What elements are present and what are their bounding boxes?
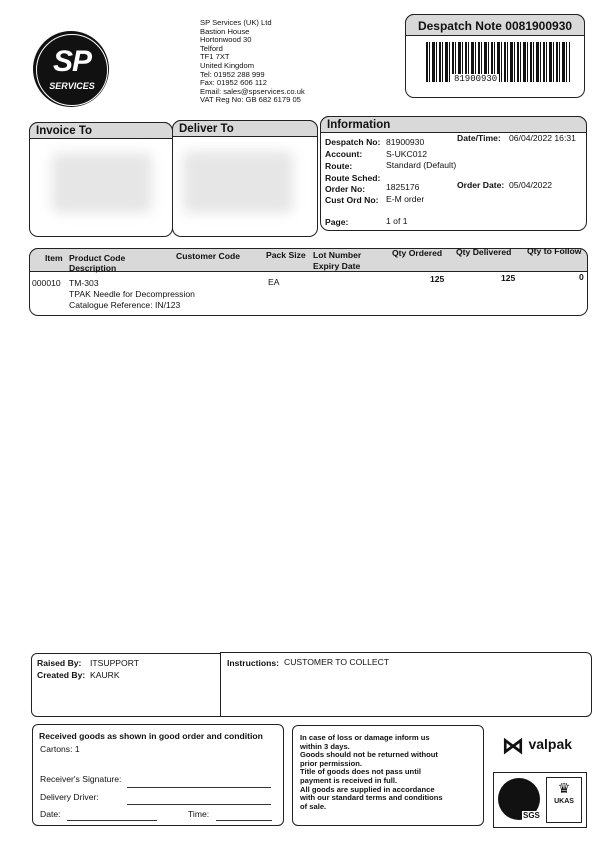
row-description: TPAK Needle for Decompression <box>69 289 195 299</box>
despatch-no: 81900930 <box>386 137 425 147</box>
route-sched-label: Route Sched: <box>325 173 381 183</box>
row-qty-ordered: 125 <box>430 274 445 284</box>
valpak-logo: ⋈ valpak <box>502 733 573 758</box>
page-number: 1 of 1 <box>386 216 408 226</box>
row-qty-to-follow: 0 <box>579 272 584 282</box>
company-logo <box>33 31 109 107</box>
th-lot-number: Lot Number <box>313 250 362 260</box>
received-goods-box <box>32 724 284 826</box>
cust-ord: E-M order <box>386 194 425 204</box>
order-no: 1825176 <box>386 182 420 192</box>
th-qty-ordered: Qty Ordered <box>392 248 443 258</box>
th-item: Item <box>45 253 63 263</box>
th-qty-to-follow: Qty to Follow <box>527 246 582 256</box>
row-product-code: TM-303 <box>69 278 99 288</box>
datetime: 06/04/2022 16:31 <box>509 133 576 143</box>
row-catalogue: Catalogue Reference: IN/123 <box>69 300 181 310</box>
th-description: Description <box>69 263 117 273</box>
delivery-driver-label: Delivery Driver: <box>40 792 99 802</box>
information-heading: Information <box>320 116 587 133</box>
raised-by-label: Raised By: <box>37 658 82 668</box>
cust-ord-label: Cust Ord No: <box>325 195 379 205</box>
th-pack-size: Pack Size <box>266 250 306 260</box>
barcode-number: 81900930 <box>454 74 498 84</box>
created-by-label: Created By: <box>37 670 86 680</box>
order-date-label: Order Date: <box>457 180 505 190</box>
despatch-note-box <box>405 14 585 98</box>
raised-by: ITSUPPORT <box>90 658 140 668</box>
despatch-note-title: Despatch Note 0081900930 <box>405 14 585 36</box>
row-pack-size: EA <box>268 277 280 287</box>
instructions-box <box>220 652 592 717</box>
terms-box <box>292 725 484 826</box>
route-label: Route: <box>325 161 353 171</box>
receiver-signature-label: Receiver's Signature: <box>40 774 122 784</box>
logo-text: SP <box>52 45 92 78</box>
deliver-to-heading: Deliver To <box>172 120 318 137</box>
invoice-to-heading: Invoice To <box>29 122 173 139</box>
ukas-logo: ♛ UKAS <box>546 777 582 823</box>
deliver-to-box <box>172 120 318 237</box>
order-no-label: Order No: <box>325 184 366 194</box>
certification-logos: SGS ♛ UKAS <box>493 772 587 828</box>
time-label: Time: <box>188 809 210 819</box>
route: Standard (Default) <box>386 160 457 170</box>
row-item: 000010 <box>32 278 61 288</box>
account: S-UKC012 <box>386 149 428 159</box>
instructions-label: Instructions: <box>227 658 280 668</box>
page-label: Page: <box>325 217 349 227</box>
date-label: Date: <box>40 809 61 819</box>
th-product-code: Product Code <box>69 253 126 263</box>
received-heading: Received goods as shown in good order and condition <box>39 731 263 741</box>
account-label: Account: <box>325 149 363 159</box>
order-date: 05/04/2022 <box>509 180 553 190</box>
information-box <box>320 116 587 231</box>
company-address: SP Services (UK) Ltd Bastion House Hortonwood 30 Telford TF1 7XT United Kingdom Tel: 01952 288 999 Fax: 01952 606 112 Email: sales@spservices.co.uk VAT Reg No: GB 682 6179 05 <box>200 18 305 105</box>
instructions: CUSTOMER TO COLLECT <box>284 657 390 667</box>
th-expiry-date: Expiry Date <box>313 261 361 271</box>
despatch-no-label: Despatch No: <box>325 137 381 147</box>
created-by: KAURK <box>90 670 120 680</box>
terms-text: In case of loss or damage inform us within 3 days. Goods should not be returned without prior permission. Title of goods does not pass until payment is received in full. All goods are supplied in accordance with our standard terms and conditions of sale. <box>300 733 443 811</box>
logo-subtext: SERVICES <box>49 81 95 91</box>
th-qty-delivered: Qty Delivered <box>456 247 512 257</box>
row-qty-delivered: 125 <box>501 273 516 283</box>
invoice-to-box <box>29 122 173 237</box>
cartons: Cartons: 1 <box>40 744 80 754</box>
datetime-label: Date/Time: <box>457 133 501 143</box>
raised-by-box <box>31 653 221 717</box>
th-customer-code: Customer Code <box>176 251 240 261</box>
line-items-table <box>29 248 588 316</box>
